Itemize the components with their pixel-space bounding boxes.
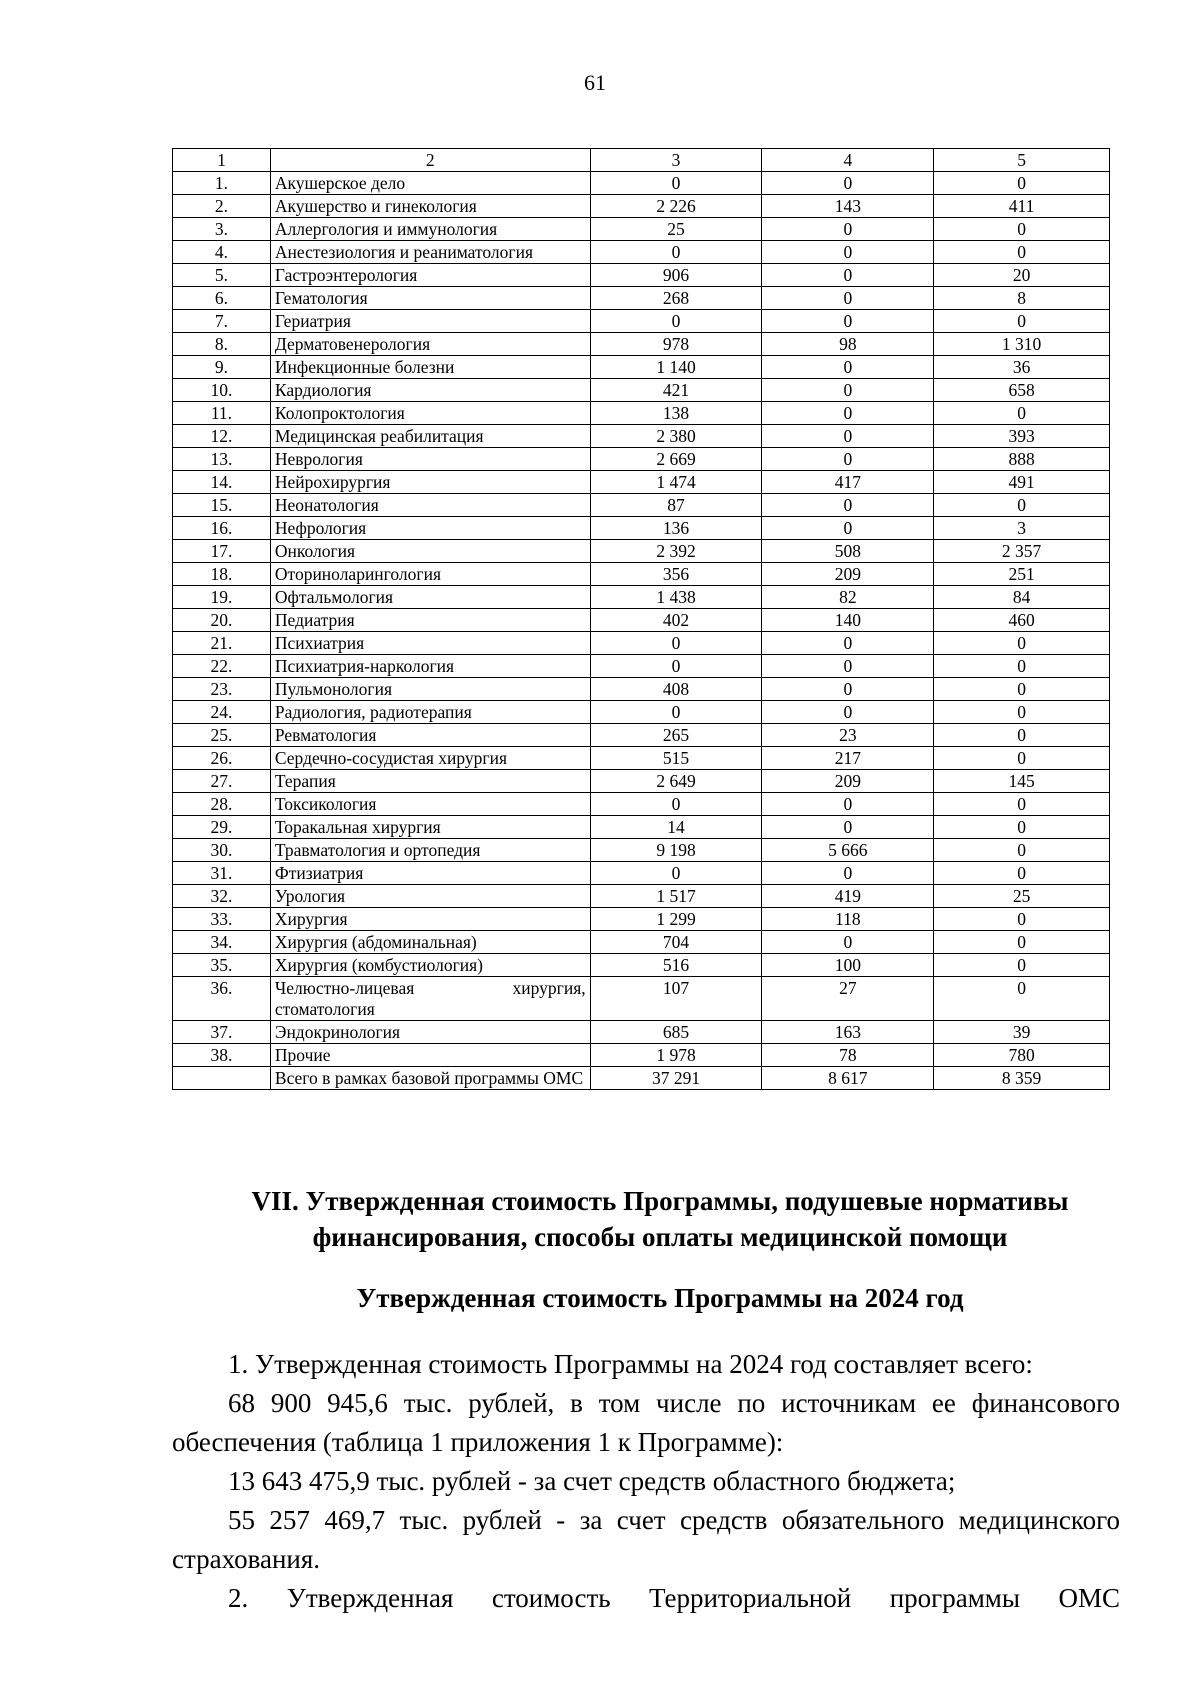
value-col-5: 460 (934, 609, 1110, 632)
value-col-3: 2 226 (590, 195, 762, 218)
specialty-name: Акушерское дело (270, 172, 590, 195)
value-col-3: 0 (590, 632, 762, 655)
row-number: 35. (173, 954, 271, 977)
value-col-5: 0 (934, 793, 1110, 816)
row-number: 13. (173, 448, 271, 471)
table-header-row (173, 149, 1110, 172)
value-col-4: 140 (762, 609, 934, 632)
row-number: 4. (173, 241, 271, 264)
value-col-5: 0 (934, 172, 1110, 195)
specialty-name: Торакальная хирургия (270, 816, 590, 839)
header-cell: 3 (590, 149, 762, 172)
row-number: 31. (173, 862, 271, 885)
specialty-name: Урология (270, 885, 590, 908)
table-row (173, 586, 1110, 609)
value-col-3: 1 299 (590, 908, 762, 931)
value-col-3: 685 (590, 1021, 762, 1044)
value-col-5: 0 (934, 816, 1110, 839)
table-row (173, 724, 1110, 747)
table-row (173, 195, 1110, 218)
row-number: 14. (173, 471, 271, 494)
table-row (173, 402, 1110, 425)
value-col-4: 217 (762, 747, 934, 770)
value-col-4: 0 (762, 172, 934, 195)
specialty-name: Нефрология (270, 517, 590, 540)
table-row (173, 770, 1110, 793)
specialty-name: Гастроэнтерология (270, 264, 590, 287)
specialty-name: Инфекционные болезни (270, 356, 590, 379)
header-cell: 5 (934, 149, 1110, 172)
table-row (173, 747, 1110, 770)
value-col-5: 411 (934, 195, 1110, 218)
specialty-table (172, 148, 1110, 1090)
value-col-4: 0 (762, 793, 934, 816)
value-col-5: 145 (934, 770, 1110, 793)
table-row (173, 540, 1110, 563)
paragraph: 2. Утвержденная стоимость Территориальной программы ОМС (228, 1583, 1120, 1613)
row-number: 16. (173, 517, 271, 540)
value-col-3: 2 380 (590, 425, 762, 448)
value-col-4: 0 (762, 494, 934, 517)
value-col-5: 0 (934, 402, 1110, 425)
row-number: 21. (173, 632, 271, 655)
value-col-5: 0 (934, 494, 1110, 517)
value-col-5: 0 (934, 310, 1110, 333)
value-col-3: 9 198 (590, 839, 762, 862)
value-col-3: 25 (590, 218, 762, 241)
paragraph: 68 900 945,6 тыс. рублей, в том числе по источникам ее финансового обеспечения (таблица 1 приложения 1 к Программе): (172, 1388, 1120, 1457)
row-number: 2. (173, 195, 271, 218)
paragraph: 13 643 475,9 тыс. рублей - за счет средств областного бюджета; (228, 1466, 956, 1496)
value-col-5: 0 (934, 839, 1110, 862)
specialty-name: Нейрохирургия (270, 471, 590, 494)
value-col-4: 0 (762, 402, 934, 425)
value-col-4: 0 (762, 678, 934, 701)
specialty-name: Токсикология (270, 793, 590, 816)
value-col-4: 417 (762, 471, 934, 494)
specialty-name: Гериатрия (270, 310, 590, 333)
table-row (173, 977, 1110, 1021)
value-col-5: 8 (934, 287, 1110, 310)
specialty-name: Медицинская реабилитация (270, 425, 590, 448)
page-number: 61 (584, 70, 606, 95)
value-col-3: 0 (590, 655, 762, 678)
table-row (173, 310, 1110, 333)
value-col-4: 0 (762, 264, 934, 287)
specialty-name: Неврология (270, 448, 590, 471)
value-col-3: 0 (590, 172, 762, 195)
table-row (173, 839, 1110, 862)
value-col-4: 0 (762, 241, 934, 264)
value-col-5: 0 (934, 977, 1110, 1021)
value-col-5: 36 (934, 356, 1110, 379)
value-col-5: 0 (934, 655, 1110, 678)
value-col-3: 0 (590, 310, 762, 333)
table-row (173, 701, 1110, 724)
row-number: 7. (173, 310, 271, 333)
value-col-4: 27 (762, 977, 934, 1021)
value-col-5: 0 (934, 931, 1110, 954)
value-col-3: 515 (590, 747, 762, 770)
table-row (173, 241, 1110, 264)
table-row (173, 609, 1110, 632)
table-row (173, 425, 1110, 448)
value-col-5: 0 (934, 701, 1110, 724)
row-number: 25. (173, 724, 271, 747)
value-col-5: 3 (934, 517, 1110, 540)
table-row (173, 448, 1110, 471)
specialty-name: Фтизиатрия (270, 862, 590, 885)
row-number: 38. (173, 1044, 271, 1067)
row-number: 34. (173, 931, 271, 954)
value-col-4: 0 (762, 632, 934, 655)
value-col-5: 251 (934, 563, 1110, 586)
table-total-row (173, 1067, 1110, 1090)
value-col-4: 0 (762, 379, 934, 402)
value-col-5: 0 (934, 747, 1110, 770)
value-col-5: 1 310 (934, 333, 1110, 356)
specialty-name: Офтальмология (270, 586, 590, 609)
value-col-5: 0 (934, 678, 1110, 701)
value-col-4: 98 (762, 333, 934, 356)
row-number: 17. (173, 540, 271, 563)
table-row (173, 471, 1110, 494)
value-col-5: 20 (934, 264, 1110, 287)
body-text (172, 1345, 1120, 1618)
row-number: 5. (173, 264, 271, 287)
table-row (173, 678, 1110, 701)
row-number: 12. (173, 425, 271, 448)
row-number: 36. (173, 977, 271, 1021)
value-col-3: 978 (590, 333, 762, 356)
value-col-4: 209 (762, 770, 934, 793)
row-number: 23. (173, 678, 271, 701)
value-col-3: 0 (590, 862, 762, 885)
specialty-name: Прочие (270, 1044, 590, 1067)
specialty-name: Всего в рамках базовой программы ОМС (270, 1067, 590, 1090)
value-col-4: 0 (762, 655, 934, 678)
value-col-3: 265 (590, 724, 762, 747)
value-col-3: 2 649 (590, 770, 762, 793)
specialty-name: Онкология (270, 540, 590, 563)
value-col-4: 78 (762, 1044, 934, 1067)
value-col-3: 1 978 (590, 1044, 762, 1067)
row-number: 15. (173, 494, 271, 517)
value-col-4: 419 (762, 885, 934, 908)
value-col-5: 0 (934, 862, 1110, 885)
row-number: 28. (173, 793, 271, 816)
table-row (173, 632, 1110, 655)
value-col-4: 0 (762, 448, 934, 471)
table-row (173, 379, 1110, 402)
value-col-4: 0 (762, 862, 934, 885)
table-row (173, 885, 1110, 908)
table-row (173, 793, 1110, 816)
value-col-3: 1 474 (590, 471, 762, 494)
value-col-4: 0 (762, 517, 934, 540)
value-col-4: 23 (762, 724, 934, 747)
row-number: 8. (173, 333, 271, 356)
section-heading: VII. Утвержденная стоимость Программы, подушевые нормативы финансирования, способы оплаты медицинской помощи (251, 1186, 1069, 1252)
row-number: 30. (173, 839, 271, 862)
value-col-5: 780 (934, 1044, 1110, 1067)
value-col-4: 0 (762, 218, 934, 241)
specialty-name: Психиатрия (270, 632, 590, 655)
value-col-4: 100 (762, 954, 934, 977)
value-col-3: 37 291 (590, 1067, 762, 1090)
value-col-3: 87 (590, 494, 762, 517)
value-col-4: 0 (762, 356, 934, 379)
value-col-4: 82 (762, 586, 934, 609)
specialty-name: Дерматовенерология (270, 333, 590, 356)
specialty-name: Аллергология и иммунология (270, 218, 590, 241)
specialty-name: Пульмонология (270, 678, 590, 701)
specialty-name: Анестезиология и реаниматология (270, 241, 590, 264)
value-col-3: 1 140 (590, 356, 762, 379)
value-col-4: 209 (762, 563, 934, 586)
paragraph: 1. Утвержденная стоимость Программы на 2024 год составляет всего: (228, 1349, 1033, 1379)
value-col-3: 107 (590, 977, 762, 1021)
value-col-5: 0 (934, 908, 1110, 931)
table-row (173, 517, 1110, 540)
value-col-5: 2 357 (934, 540, 1110, 563)
specialty-name: Терапия (270, 770, 590, 793)
specialty-name: Неонатология (270, 494, 590, 517)
row-number: 32. (173, 885, 271, 908)
specialty-name: Акушерство и гинекология (270, 195, 590, 218)
row-number: 6. (173, 287, 271, 310)
value-col-4: 0 (762, 816, 934, 839)
table-row (173, 655, 1110, 678)
value-col-3: 268 (590, 287, 762, 310)
value-col-3: 14 (590, 816, 762, 839)
table-row (173, 908, 1110, 931)
table-row (173, 172, 1110, 195)
specialty-name: Хирургия (абдоминальная) (270, 931, 590, 954)
row-number: 27. (173, 770, 271, 793)
subheading: Утвержденная стоимость Программы на 2024 год (356, 1283, 964, 1313)
row-number: 26. (173, 747, 271, 770)
table-row (173, 816, 1110, 839)
row-number: 3. (173, 218, 271, 241)
specialty-name: Радиология, радиотерапия (270, 701, 590, 724)
value-col-4: 0 (762, 931, 934, 954)
table-row (173, 356, 1110, 379)
value-col-5: 0 (934, 954, 1110, 977)
value-col-3: 2 392 (590, 540, 762, 563)
value-col-3: 0 (590, 241, 762, 264)
value-col-4: 0 (762, 425, 934, 448)
value-col-4: 0 (762, 701, 934, 724)
row-number: 24. (173, 701, 271, 724)
value-col-4: 0 (762, 310, 934, 333)
table-row (173, 333, 1110, 356)
row-number: 20. (173, 609, 271, 632)
value-col-3: 2 669 (590, 448, 762, 471)
row-number: 18. (173, 563, 271, 586)
value-col-5: 25 (934, 885, 1110, 908)
value-col-5: 888 (934, 448, 1110, 471)
value-col-4: 0 (762, 287, 934, 310)
specialty-name: Хирургия (270, 908, 590, 931)
value-col-5: 491 (934, 471, 1110, 494)
row-number: 19. (173, 586, 271, 609)
value-col-5: 393 (934, 425, 1110, 448)
row-number: 10. (173, 379, 271, 402)
value-col-3: 0 (590, 701, 762, 724)
specialty-name: Педиатрия (270, 609, 590, 632)
row-number: 22. (173, 655, 271, 678)
table-row (173, 264, 1110, 287)
header-cell: 2 (270, 149, 590, 172)
value-col-3: 421 (590, 379, 762, 402)
specialty-name: Челюстно-лицевая хирургия, стоматология (270, 977, 590, 1021)
value-col-3: 1 517 (590, 885, 762, 908)
value-col-3: 0 (590, 793, 762, 816)
table-row (173, 287, 1110, 310)
specialty-name: Колопроктология (270, 402, 590, 425)
row-number: 1. (173, 172, 271, 195)
row-number: 33. (173, 908, 271, 931)
value-col-4: 5 666 (762, 839, 934, 862)
header-cell: 4 (762, 149, 934, 172)
value-col-5: 0 (934, 632, 1110, 655)
row-number: 29. (173, 816, 271, 839)
value-col-5: 39 (934, 1021, 1110, 1044)
specialty-name: Оториноларингология (270, 563, 590, 586)
value-col-5: 0 (934, 241, 1110, 264)
row-number: 11. (173, 402, 271, 425)
value-col-3: 402 (590, 609, 762, 632)
value-col-3: 704 (590, 931, 762, 954)
header-cell: 1 (173, 149, 271, 172)
value-col-4: 508 (762, 540, 934, 563)
value-col-3: 906 (590, 264, 762, 287)
specialty-name: Ревматология (270, 724, 590, 747)
value-col-4: 118 (762, 908, 934, 931)
specialty-name: Кардиология (270, 379, 590, 402)
table-row (173, 1021, 1110, 1044)
table-row (173, 1044, 1110, 1067)
table-row (173, 494, 1110, 517)
row-number: 37. (173, 1021, 271, 1044)
value-col-3: 136 (590, 517, 762, 540)
row-number (173, 1067, 271, 1090)
value-col-3: 356 (590, 563, 762, 586)
table-row (173, 862, 1110, 885)
row-number: 9. (173, 356, 271, 379)
value-col-3: 516 (590, 954, 762, 977)
table-row (173, 218, 1110, 241)
value-col-5: 0 (934, 724, 1110, 747)
paragraph: 55 257 469,7 тыс. рублей - за счет средств обязательного медицинского страхования. (172, 1505, 1120, 1574)
value-col-4: 143 (762, 195, 934, 218)
value-col-4: 163 (762, 1021, 934, 1044)
table-body (173, 149, 1110, 1090)
specialty-name: Эндокринология (270, 1021, 590, 1044)
table-row (173, 954, 1110, 977)
value-col-3: 138 (590, 402, 762, 425)
value-col-3: 408 (590, 678, 762, 701)
value-col-3: 1 438 (590, 586, 762, 609)
value-col-4: 8 617 (762, 1067, 934, 1090)
value-col-5: 8 359 (934, 1067, 1110, 1090)
value-col-5: 0 (934, 218, 1110, 241)
specialty-name: Психиатрия-наркология (270, 655, 590, 678)
specialty-name: Сердечно-сосудистая хирургия (270, 747, 590, 770)
specialty-name: Хирургия (комбустиология) (270, 954, 590, 977)
specialty-name: Травматология и ортопедия (270, 839, 590, 862)
specialty-name: Гематология (270, 287, 590, 310)
value-col-5: 84 (934, 586, 1110, 609)
table-row (173, 563, 1110, 586)
value-col-5: 658 (934, 379, 1110, 402)
table-row (173, 931, 1110, 954)
